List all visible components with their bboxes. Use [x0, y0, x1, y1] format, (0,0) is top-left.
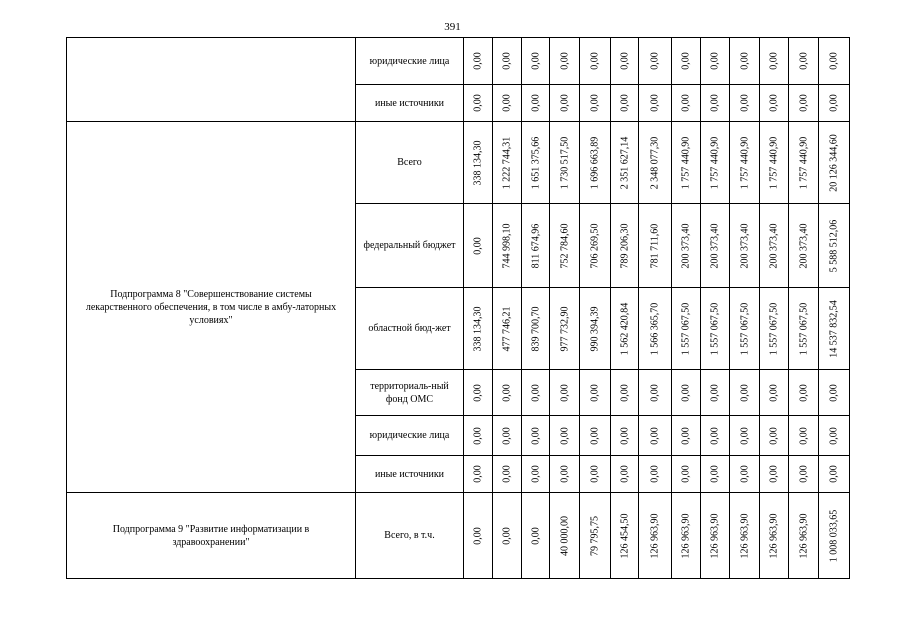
value-cell: [611, 38, 639, 85]
value-cell: [639, 204, 672, 288]
value-cell: [493, 85, 522, 122]
value-cell: [464, 38, 493, 85]
value-text: 5 588 512,06: [828, 219, 840, 272]
value-cell: [789, 370, 819, 416]
value-cell: [730, 456, 760, 493]
value-cell: [611, 493, 639, 579]
value-cell: [464, 416, 493, 456]
value-cell: [672, 370, 701, 416]
value-text: 200 373,40: [768, 223, 780, 268]
value-text: 0,00: [828, 94, 840, 112]
value-cell: [550, 38, 580, 85]
value-text: 126 963,90: [649, 513, 661, 558]
value-cell: [819, 122, 850, 204]
value-text: 0,00: [739, 383, 750, 402]
value-text: 477 746,21: [501, 306, 513, 351]
value-text: 0,00: [649, 94, 661, 112]
value-text: 0,00: [589, 426, 601, 445]
value-text: 0,00: [619, 383, 630, 402]
value-cell: [639, 38, 672, 85]
value-text: 0,00: [680, 383, 692, 402]
value-text: 126 454,50: [619, 513, 630, 558]
value-text: 0,00: [472, 52, 484, 70]
value-cell: [522, 85, 550, 122]
value-text: 0,00: [530, 383, 541, 402]
value-text: 200 373,40: [680, 223, 692, 268]
program-cell: Подпрограмма 9 "Развитие информатизации в здравоохранении": [67, 493, 356, 579]
value-text: 0,00: [589, 52, 601, 70]
value-cell: [580, 288, 611, 370]
value-cell: [611, 122, 639, 204]
source-cell: иные источники: [356, 456, 464, 493]
value-cell: [701, 416, 730, 456]
value-text: 79 795,75: [589, 515, 601, 556]
value-text: 1 757 440,90: [680, 136, 692, 189]
value-cell: [639, 122, 672, 204]
value-cell: [819, 370, 850, 416]
value-cell: [760, 493, 789, 579]
source-cell: иные источники: [356, 85, 464, 122]
value-cell: [493, 204, 522, 288]
value-cell: [580, 204, 611, 288]
value-cell: [550, 288, 580, 370]
table-row: [67, 38, 850, 85]
value-cell: [730, 416, 760, 456]
value-text: 1 757 440,90: [739, 136, 750, 189]
value-cell: [493, 288, 522, 370]
value-text: 0,00: [472, 236, 484, 255]
value-text: 0,00: [530, 426, 541, 445]
table-row: [67, 493, 850, 579]
value-cell: [701, 204, 730, 288]
value-text: 0,00: [680, 465, 692, 483]
value-text: 0,00: [680, 426, 692, 445]
source-cell: Всего: [356, 122, 464, 204]
value-text: 0,00: [798, 465, 809, 483]
value-text: 0,00: [709, 52, 721, 70]
value-cell: [493, 38, 522, 85]
value-text: 0,00: [619, 52, 630, 70]
value-cell: [819, 38, 850, 85]
value-text: 0,00: [589, 94, 601, 112]
value-cell: [819, 456, 850, 493]
value-text: 0,00: [559, 426, 570, 445]
value-text: 811 674,96: [530, 223, 541, 268]
value-text: 126 963,90: [680, 513, 692, 558]
value-text: 0,00: [649, 465, 661, 483]
value-cell: [789, 122, 819, 204]
value-cell: [760, 288, 789, 370]
value-cell: [550, 456, 580, 493]
value-text: 0,00: [559, 383, 570, 402]
value-cell: [789, 416, 819, 456]
value-text: 0,00: [559, 94, 570, 112]
value-text: 0,00: [619, 94, 630, 112]
value-text: 1 651 375,66: [530, 136, 541, 189]
value-text: 1 730 517,50: [559, 136, 570, 189]
value-text: 338 134,30: [472, 140, 484, 185]
value-text: 0,00: [739, 52, 750, 70]
value-text: 0,00: [472, 426, 484, 445]
value-text: 839 700,70: [530, 306, 541, 351]
value-text: 0,00: [472, 94, 484, 112]
value-cell: [672, 38, 701, 85]
source-cell: юридические лица: [356, 416, 464, 456]
value-cell: [580, 493, 611, 579]
value-text: 706 269,50: [589, 223, 601, 268]
value-text: 126 963,90: [739, 513, 750, 558]
value-text: 0,00: [472, 526, 484, 545]
value-cell: [819, 85, 850, 122]
value-text: 0,00: [530, 465, 541, 483]
value-cell: [760, 416, 789, 456]
value-text: 0,00: [649, 383, 661, 402]
value-text: 781 711,60: [649, 223, 661, 268]
program-cell: Подпрограмма 8 "Совершенствование системы лекарственного обеспечения, в том числе в амбу-латорных условиях": [67, 122, 356, 493]
value-text: 1 557 067,50: [739, 302, 750, 355]
value-cell: [701, 85, 730, 122]
page-number: 391: [444, 21, 461, 33]
value-text: 14 537 832,54: [828, 299, 840, 358]
value-text: 1 557 067,50: [709, 302, 721, 355]
value-cell: [464, 288, 493, 370]
value-cell: [730, 85, 760, 122]
value-text: 1 008 033,65: [828, 509, 840, 562]
source-cell: юридические лица: [356, 38, 464, 85]
value-cell: [672, 122, 701, 204]
value-text: 744 998,10: [501, 223, 513, 268]
value-text: 1 562 420,84: [619, 302, 630, 355]
value-cell: [789, 288, 819, 370]
value-cell: [672, 85, 701, 122]
value-text: 0,00: [680, 94, 692, 112]
value-cell: [760, 38, 789, 85]
value-cell: [672, 493, 701, 579]
value-text: 0,00: [709, 426, 721, 445]
value-text: 0,00: [739, 465, 750, 483]
value-cell: [580, 456, 611, 493]
program-cell-empty: [67, 38, 356, 122]
value-text: 0,00: [828, 383, 840, 402]
value-text: 789 206,30: [619, 223, 630, 268]
value-text: 0,00: [619, 465, 630, 483]
value-cell: [493, 456, 522, 493]
value-text: 0,00: [828, 52, 840, 70]
value-text: 126 963,90: [768, 513, 780, 558]
value-cell: [493, 416, 522, 456]
value-cell: [819, 204, 850, 288]
value-cell: [522, 204, 550, 288]
value-text: 1 757 440,90: [768, 136, 780, 189]
value-cell: [701, 370, 730, 416]
value-cell: [639, 456, 672, 493]
value-cell: [760, 456, 789, 493]
source-cell: территориаль-ный фонд ОМС: [356, 370, 464, 416]
value-text: 0,00: [619, 426, 630, 445]
value-cell: [611, 85, 639, 122]
value-text: 0,00: [709, 465, 721, 483]
value-text: 990 394,39: [589, 306, 601, 351]
value-cell: [639, 288, 672, 370]
value-text: 0,00: [472, 383, 484, 402]
value-text: 0,00: [828, 426, 840, 445]
value-cell: [730, 38, 760, 85]
source-cell: федеральный бюджет: [356, 204, 464, 288]
value-cell: [464, 370, 493, 416]
value-text: 0,00: [472, 465, 484, 483]
value-cell: [672, 288, 701, 370]
value-cell: [522, 122, 550, 204]
value-cell: [522, 493, 550, 579]
value-cell: [611, 370, 639, 416]
value-text: 126 963,90: [709, 513, 721, 558]
value-cell: [639, 416, 672, 456]
value-cell: [789, 204, 819, 288]
value-cell: [550, 416, 580, 456]
value-cell: [464, 204, 493, 288]
value-cell: [464, 122, 493, 204]
value-text: 0,00: [589, 383, 601, 402]
value-cell: [550, 122, 580, 204]
value-cell: [493, 122, 522, 204]
value-text: 0,00: [798, 94, 809, 112]
value-text: 126 963,90: [798, 513, 809, 558]
value-text: 338 134,30: [472, 306, 484, 351]
value-cell: [819, 288, 850, 370]
value-cell: [701, 38, 730, 85]
value-cell: [639, 85, 672, 122]
value-cell: [522, 38, 550, 85]
value-text: 0,00: [768, 383, 780, 402]
value-text: 0,00: [501, 426, 513, 445]
value-text: 0,00: [530, 52, 541, 70]
value-text: 200 373,40: [739, 223, 750, 268]
value-cell: [760, 204, 789, 288]
value-text: 40 000,00: [559, 515, 570, 556]
table-row: [67, 122, 850, 204]
value-text: 0,00: [798, 426, 809, 445]
value-text: 0,00: [530, 526, 541, 545]
value-text: 0,00: [501, 383, 513, 402]
value-cell: [672, 204, 701, 288]
value-text: 0,00: [649, 52, 661, 70]
value-cell: [760, 85, 789, 122]
value-cell: [730, 204, 760, 288]
value-text: 752 784,60: [559, 223, 570, 268]
value-cell: [550, 370, 580, 416]
value-text: 0,00: [768, 94, 780, 112]
value-cell: [701, 288, 730, 370]
value-text: 0,00: [501, 52, 513, 70]
value-cell: [493, 493, 522, 579]
value-cell: [672, 456, 701, 493]
value-cell: [550, 204, 580, 288]
value-text: 0,00: [709, 94, 721, 112]
value-cell: [464, 493, 493, 579]
value-text: 1 696 663,89: [589, 136, 601, 189]
value-text: 1 566 365,70: [649, 302, 661, 355]
value-cell: [760, 370, 789, 416]
value-text: 200 373,40: [798, 223, 809, 268]
source-cell: Всего, в т.ч.: [356, 493, 464, 579]
value-text: 0,00: [739, 94, 750, 112]
value-cell: [580, 370, 611, 416]
value-cell: [819, 416, 850, 456]
value-text: 0,00: [501, 526, 513, 545]
value-cell: [760, 122, 789, 204]
value-cell: [730, 122, 760, 204]
value-text: 1 557 067,50: [768, 302, 780, 355]
value-text: 0,00: [501, 94, 513, 112]
value-cell: [550, 85, 580, 122]
value-cell: [789, 493, 819, 579]
value-text: 2 351 627,14: [619, 136, 630, 189]
value-text: 1 757 440,90: [709, 136, 721, 189]
value-cell: [639, 493, 672, 579]
value-cell: [522, 456, 550, 493]
value-cell: [464, 85, 493, 122]
value-cell: [550, 493, 580, 579]
value-cell: [580, 416, 611, 456]
value-text: 0,00: [798, 383, 809, 402]
value-text: 200 373,40: [709, 223, 721, 268]
value-cell: [789, 38, 819, 85]
value-cell: [522, 370, 550, 416]
value-cell: [701, 456, 730, 493]
value-text: 0,00: [680, 52, 692, 70]
value-cell: [611, 204, 639, 288]
value-text: 0,00: [768, 426, 780, 445]
value-text: 0,00: [589, 465, 601, 483]
value-cell: [789, 85, 819, 122]
value-cell: [522, 416, 550, 456]
value-text: 0,00: [828, 465, 840, 483]
value-cell: [611, 288, 639, 370]
value-cell: [580, 122, 611, 204]
value-cell: [672, 416, 701, 456]
value-text: 977 732,90: [559, 306, 570, 351]
value-text: 0,00: [559, 52, 570, 70]
value-text: 0,00: [798, 52, 809, 70]
value-cell: [580, 85, 611, 122]
value-text: 1 222 744,31: [501, 136, 513, 189]
value-cell: [522, 288, 550, 370]
value-text: 0,00: [709, 383, 721, 402]
budget-table: [66, 37, 850, 579]
value-cell: [819, 493, 850, 579]
value-text: 1 557 067,50: [680, 302, 692, 355]
value-text: 0,00: [768, 465, 780, 483]
table-body: [67, 38, 850, 579]
value-text: 0,00: [559, 465, 570, 483]
value-cell: [789, 456, 819, 493]
value-text: 0,00: [739, 426, 750, 445]
value-cell: [701, 493, 730, 579]
value-text: 1 757 440,90: [798, 136, 809, 189]
value-cell: [730, 493, 760, 579]
value-cell: [611, 416, 639, 456]
value-cell: [493, 370, 522, 416]
value-text: 0,00: [530, 94, 541, 112]
value-cell: [611, 456, 639, 493]
value-text: 0,00: [768, 52, 780, 70]
value-cell: [701, 122, 730, 204]
value-text: 0,00: [501, 465, 513, 483]
value-cell: [730, 370, 760, 416]
value-text: 2 348 077,30: [649, 136, 661, 189]
value-text: 20 126 344,60: [828, 133, 840, 192]
value-text: 0,00: [649, 426, 661, 445]
source-cell: областной бюд-жет: [356, 288, 464, 370]
value-cell: [730, 288, 760, 370]
value-cell: [639, 370, 672, 416]
value-text: 1 557 067,50: [798, 302, 809, 355]
value-cell: [580, 38, 611, 85]
value-cell: [464, 456, 493, 493]
